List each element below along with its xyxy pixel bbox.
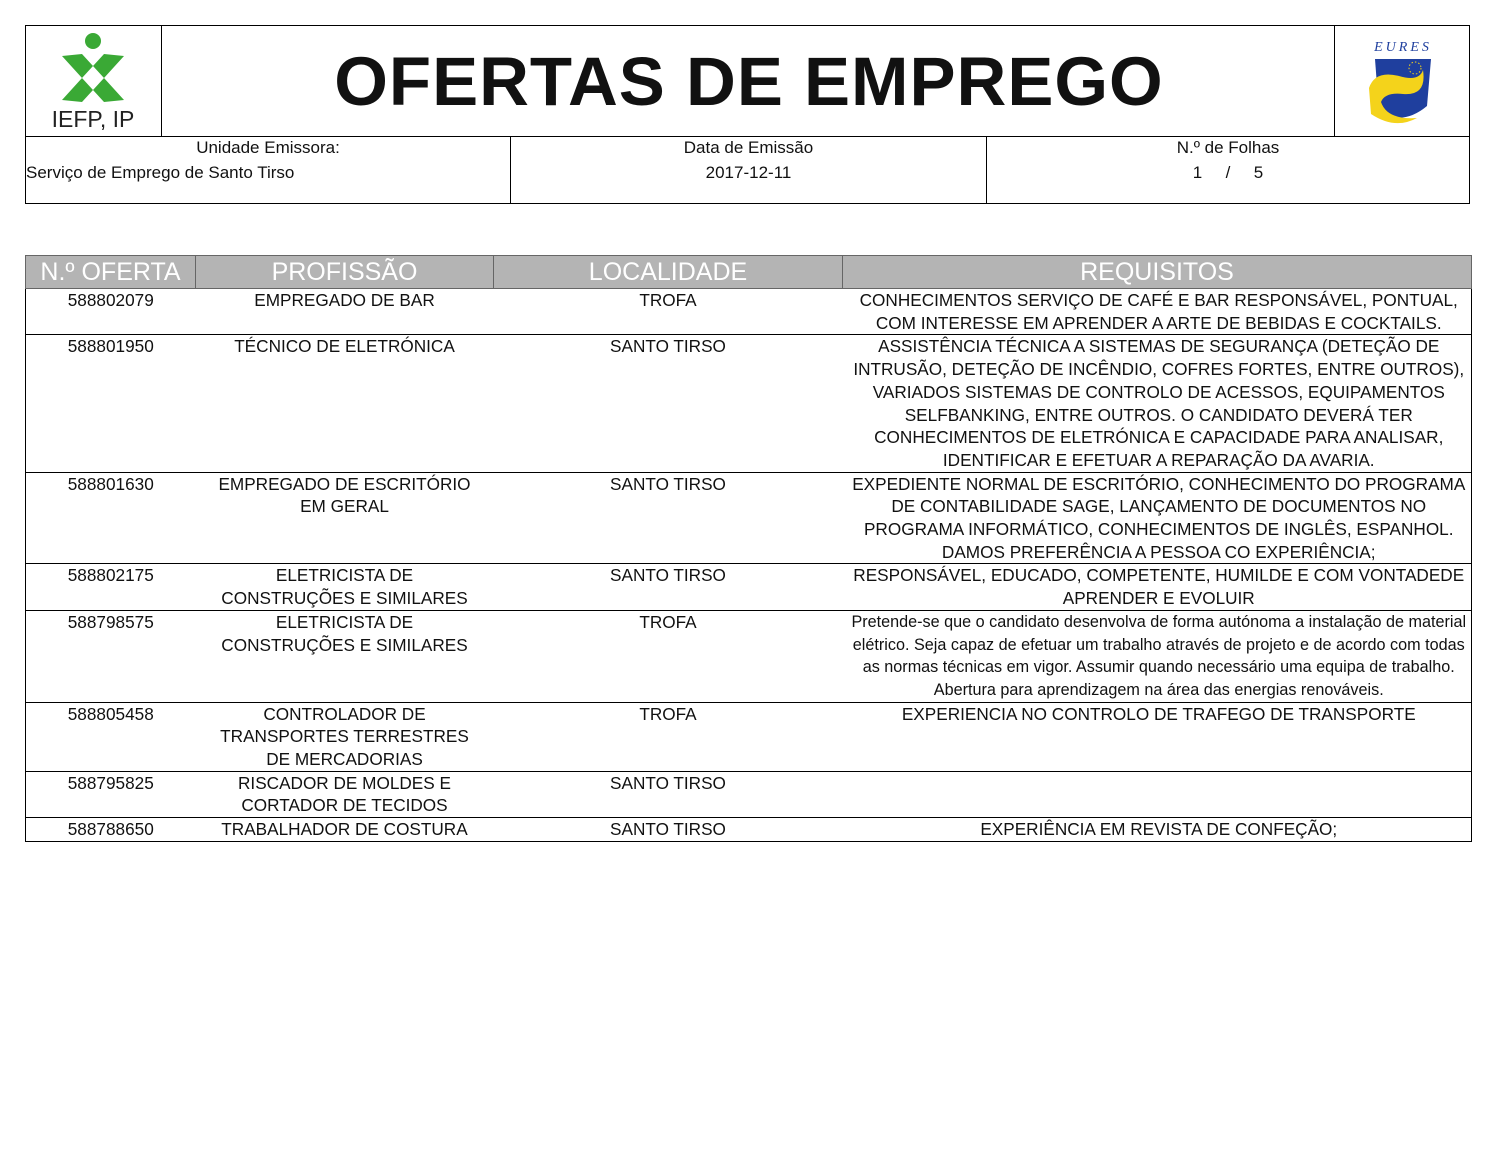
profession: TÉCNICO DE ELETRÓNICA (196, 335, 494, 472)
date-cell (511, 136, 987, 204)
table-row (26, 289, 1472, 335)
profession: RISCADOR DE MOLDES E CORTADOR DE TECIDOS (196, 771, 494, 817)
requirements (843, 771, 1472, 817)
offer-number: 588788650 (26, 818, 196, 842)
locality: SANTO TIRSO (494, 564, 843, 610)
sheets-label: N.º de Folhas (1176, 138, 1280, 157)
table-row (26, 564, 1472, 610)
eures-logo-cell (1334, 26, 1469, 136)
locality: TROFA (494, 702, 843, 771)
profession: CONTROLADOR DE TRANSPORTES TERRESTRES DE MERCADORIAS (196, 702, 494, 771)
eures-text: EURES (1374, 40, 1432, 55)
profession: ELETRICISTA DE CONSTRUÇÕES E SIMILARES (196, 564, 494, 610)
sheet-total: 5 (1253, 163, 1264, 182)
eures-logo-icon (1335, 26, 1468, 134)
requirements: CONHECIMENTOS SERVIÇO DE CAFÉ E BAR RESPONSÁVEL, PONTUAL, COM INTERESSE EM APRENDER A ARTE DE BEBIDAS E COCKTAILS. (843, 289, 1472, 335)
job-offers-table (25, 255, 1472, 842)
sheet-separator: / (1225, 163, 1231, 182)
requirements: EXPERIENCIA NO CONTROLO DE TRAFEGO DE TRANSPORTE (843, 702, 1472, 771)
table-row (26, 335, 1472, 472)
profession: TRABALHADOR DE COSTURA (196, 818, 494, 842)
page-title: OFERTAS DE EMPREGO (334, 42, 1164, 120)
locality: TROFA (494, 610, 843, 702)
sheets-cell (987, 136, 1469, 204)
offer-number: 588801950 (26, 335, 196, 472)
locality: SANTO TIRSO (494, 472, 843, 564)
column-header-locality: LOCALIDADE (494, 256, 843, 289)
locality: SANTO TIRSO (494, 771, 843, 817)
requirements: RESPONSÁVEL, EDUCADO, COMPETENTE, HUMILDE E COM VONTADEDE APRENDER E EVOLUIR (843, 564, 1472, 610)
requirements: Pretende-se que o candidato desenvolva de forma autónoma a instalação de material elétrico. Seja capaz de efetuar um trabalho através de projeto e de acordo com todas as normas técnicas em vigor. Assumir quando necessário uma equipa de trabalho. Abertura para aprendizagem na área das energias renováveis. (843, 610, 1472, 702)
offer-number: 588805458 (26, 702, 196, 771)
iefp-logo-cell (26, 26, 162, 136)
profession: EMPREGADO DE BAR (196, 289, 494, 335)
column-header-profession: PROFISSÃO (196, 256, 494, 289)
issuer-value: Serviço de Emprego de Santo Tirso (26, 163, 295, 182)
date-label: Data de Emissão (683, 138, 814, 157)
issuer-label: Unidade Emissora: (196, 138, 340, 157)
profession: EMPREGADO DE ESCRITÓRIO EM GERAL (196, 472, 494, 564)
requirements: ASSISTÊNCIA TÉCNICA A SISTEMAS DE SEGURANÇA (DETEÇÃO DE INTRUSÃO, DETEÇÃO DE INCÊNDIO, COFRES FORTES, ENTRE OUTROS), VARIADOS SISTEMAS DE CONTROLO DE ACESSOS, EQUIPAMENTOS SELFBANKING, ENTRE OUTROS. O CANDIDATO DEVERÁ TER CONHECIMENTOS DE ELETRÓNICA E CAPACIDADE PARA ANALISAR, IDENTIFICAR E EFETUAR A REPARAÇÃO DA AVARIA. (843, 335, 1472, 472)
offer-number: 588795825 (26, 771, 196, 817)
locality: TROFA (494, 289, 843, 335)
column-header-offer: N.º OFERTA (26, 256, 196, 289)
profession: ELETRICISTA DE CONSTRUÇÕES E SIMILARES (196, 610, 494, 702)
table-row (26, 472, 1472, 564)
requirements: EXPERIÊNCIA EM REVISTA DE CONFEÇÃO; (843, 818, 1472, 842)
date-value: 2017-12-11 (705, 163, 792, 182)
offer-number: 588798575 (26, 610, 196, 702)
table-row (26, 818, 1472, 842)
locality: SANTO TIRSO (494, 335, 843, 472)
logo-text: IEFP, IP (51, 106, 135, 132)
sheets-value (987, 163, 1469, 183)
table-row (26, 771, 1472, 817)
table-header-row (26, 256, 1472, 289)
offer-number: 588801630 (26, 472, 196, 564)
table-row (26, 702, 1472, 771)
offer-number: 588802175 (26, 564, 196, 610)
issuer-cell (26, 136, 511, 204)
table-row (26, 610, 1472, 702)
column-header-requirements: REQUISITOS (843, 256, 1472, 289)
iefp-logo-icon (26, 26, 160, 134)
offer-number: 588802079 (26, 289, 196, 335)
document-header (25, 25, 1470, 204)
locality: SANTO TIRSO (494, 818, 843, 842)
sheet-current: 1 (1192, 163, 1203, 182)
requirements: EXPEDIENTE NORMAL DE ESCRITÓRIO, CONHECIMENTO DO PROGRAMA DE CONTABILIDADE SAGE, LANÇAMENTO DE DOCUMENTOS NO PROGRAMA INFORMÁTICO, CONHECIMENTOS DE INGLÊS, ESPANHOL. DAMOS PREFERÊNCIA A PESSOA CO EXPERIÊNCIA; (843, 472, 1472, 564)
